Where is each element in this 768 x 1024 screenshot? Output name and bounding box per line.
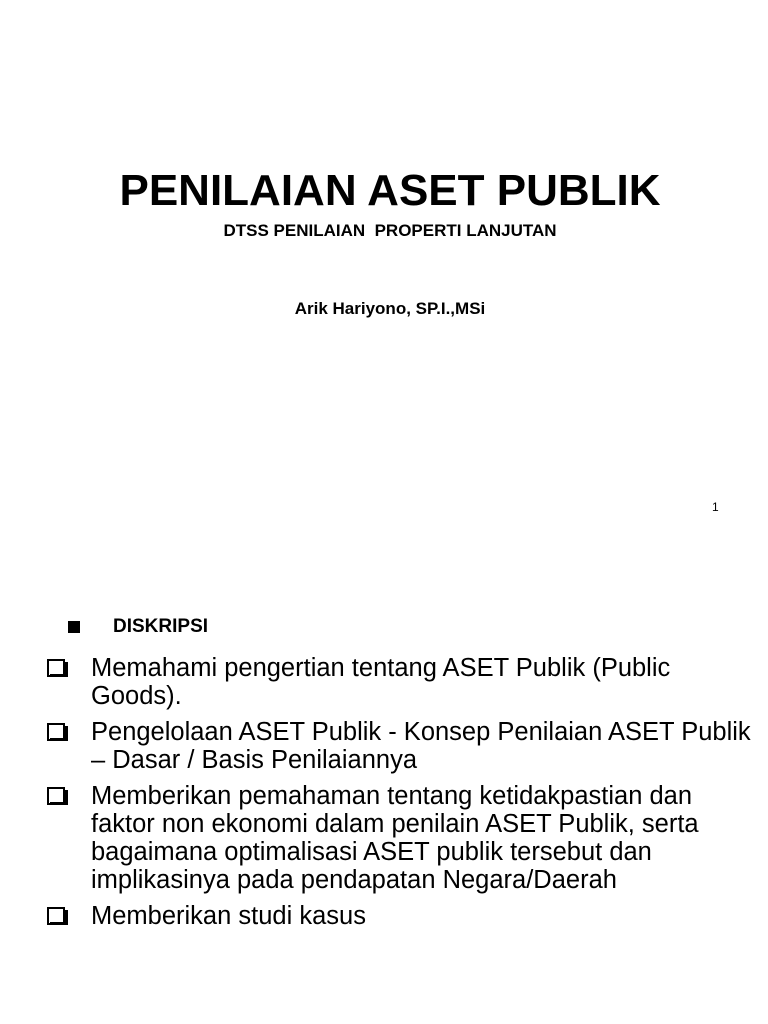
author-name: Arik Hariyono, SP.I.,MSi [294,299,486,318]
list-item-text: Memberikan pemahaman tentang ketidakpastian dan faktor non ekonomi dalam penilain ASET Publik, serta bagaimana optimalisasi ASET publik tersebut dan implikasinya pada pendapatan Negara/Daerah [91,782,699,894]
list-item [46,782,761,894]
page-title: PENILAIAN ASET PUBLIK [119,166,661,215]
page-number: 1 [712,500,719,514]
list-item-text: Memahami pengertian tentang ASET Publik (Public Goods). [91,654,671,710]
checkbox-bullet-shadow-side [65,662,68,677]
description-list [46,654,761,938]
list-item-text: Memberikan studi kasus [91,902,366,930]
checkbox-bullet-shadow-side [65,910,68,925]
page-subtitle: DTSS PENILAIAN PROPERTI LANJUTAN [223,221,557,240]
square-bullet-icon [68,621,80,633]
checkbox-bullet-shadow-side [65,790,68,805]
list-item [46,902,761,930]
checkbox-bullet-shadow-side [65,726,68,741]
section-heading-label: DISKRIPSI [113,616,209,637]
section-heading [68,616,208,638]
list-item-text: Pengelolaan ASET Publik - Konsep Penilaian ASET Publik – Dasar / Basis Penilaiannya [91,718,751,774]
list-item [46,654,761,710]
list-item [46,718,761,774]
